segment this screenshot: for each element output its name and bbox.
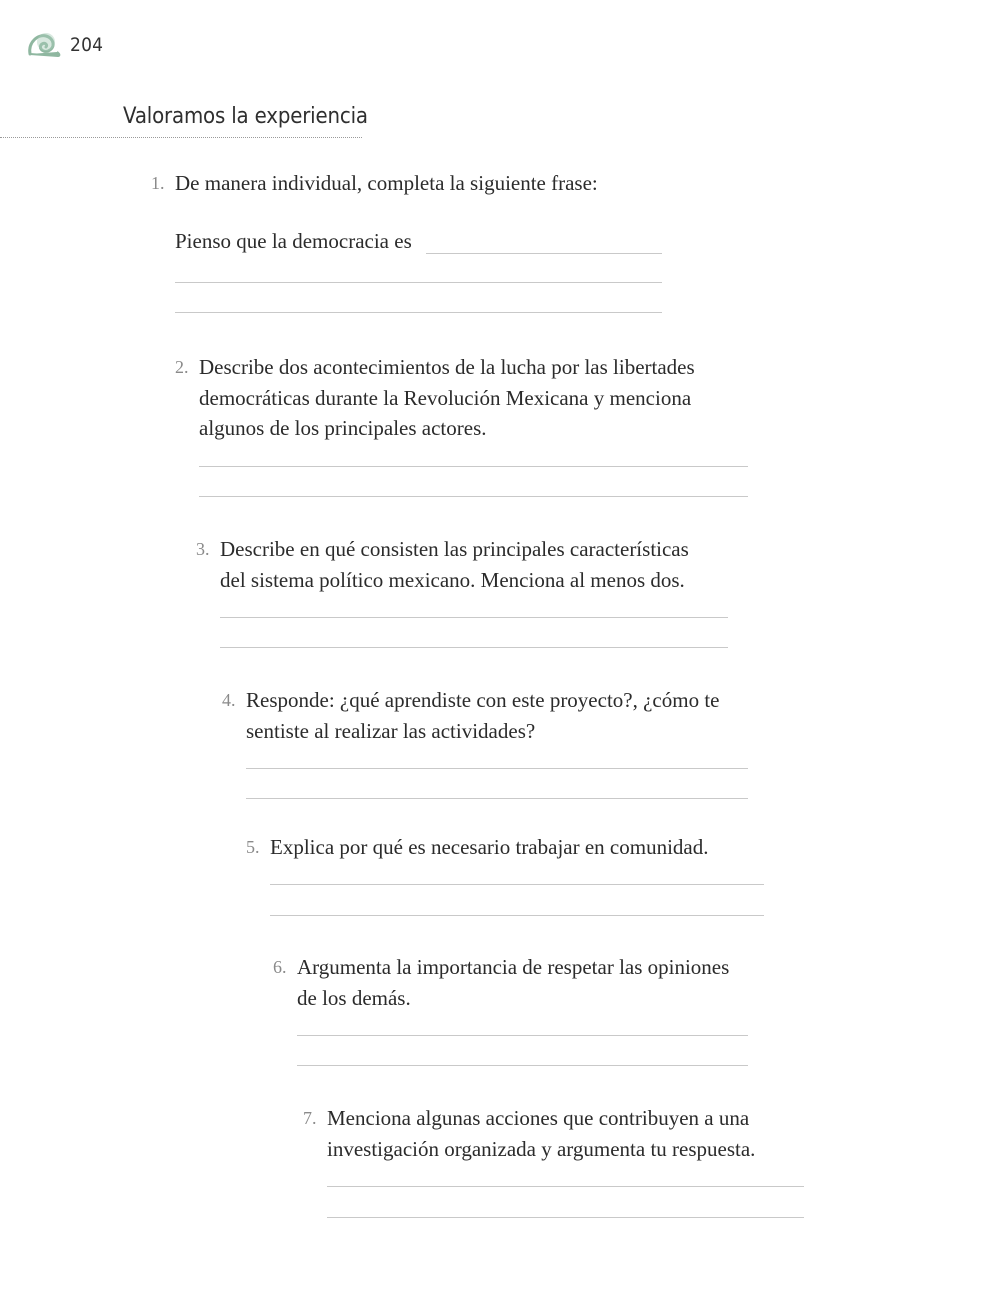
question-5 [246,832,830,863]
question-text-line: Menciona algunas acciones que contribuyen a una [327,1106,750,1130]
page-number: 204 [70,34,104,56]
question-text-line: Describe en qué consisten las principales características [220,537,689,561]
answer-line[interactable] [175,282,662,283]
answer-line[interactable] [199,466,748,467]
question-text-line: Explica por qué es necesario trabajar en comunidad. [270,835,709,859]
question-text-line: democráticas durante la Revolución Mexicana y menciona [199,385,692,410]
question-number: 1. [151,173,165,193]
answer-line[interactable] [426,253,662,254]
answer-line[interactable] [199,496,748,497]
question-number: 6. [273,957,287,977]
question-number: 3. [196,539,210,559]
question-text-line: del sistema político mexicano. Menciona al menos dos. [220,567,685,592]
title-divider [0,137,362,138]
question-text-line: de los demás. [297,985,411,1010]
snail-spiral-icon [26,30,62,60]
question-text-line: algunos de los principales actores. [199,416,487,440]
page-header [26,30,103,60]
question-7 [303,1103,887,1164]
answer-line[interactable] [327,1186,804,1187]
question-number: 2. [175,357,189,377]
question-6 [273,952,857,1013]
answer-line[interactable] [175,312,662,313]
question-4 [222,685,806,746]
section-title: Valoramos la experiencia [123,104,368,129]
answer-line[interactable] [327,1217,804,1218]
question-1 [151,168,735,199]
answer-line[interactable] [297,1065,748,1066]
question-text-line: Describe dos acontecimientos de la lucha por las libertades [199,355,695,379]
answer-line[interactable] [297,1035,748,1036]
answer-line[interactable] [220,617,728,618]
question-2 [175,352,779,444]
question-number: 5. [246,837,260,857]
question-text: De manera individual, completa la siguiente frase: [175,171,598,195]
answer-line[interactable] [270,884,764,885]
question-number: 4. [222,690,236,710]
answer-line[interactable] [270,915,764,916]
question-3 [196,534,780,595]
question-text-line: investigación organizada y argumenta tu respuesta. [327,1136,756,1161]
answer-line[interactable] [246,768,748,769]
answer-line[interactable] [220,647,728,648]
question-text-line: Responde: ¿qué aprendiste con este proyecto?, ¿cómo te [246,688,720,712]
answer-line[interactable] [246,798,748,799]
question-text-line: Argumenta la importancia de respetar las opiniones [297,955,730,979]
question-text-line: sentiste al realizar las actividades? [246,718,536,743]
question-1-prompt: Pienso que la democracia es [175,229,412,253]
question-number: 7. [303,1108,317,1128]
